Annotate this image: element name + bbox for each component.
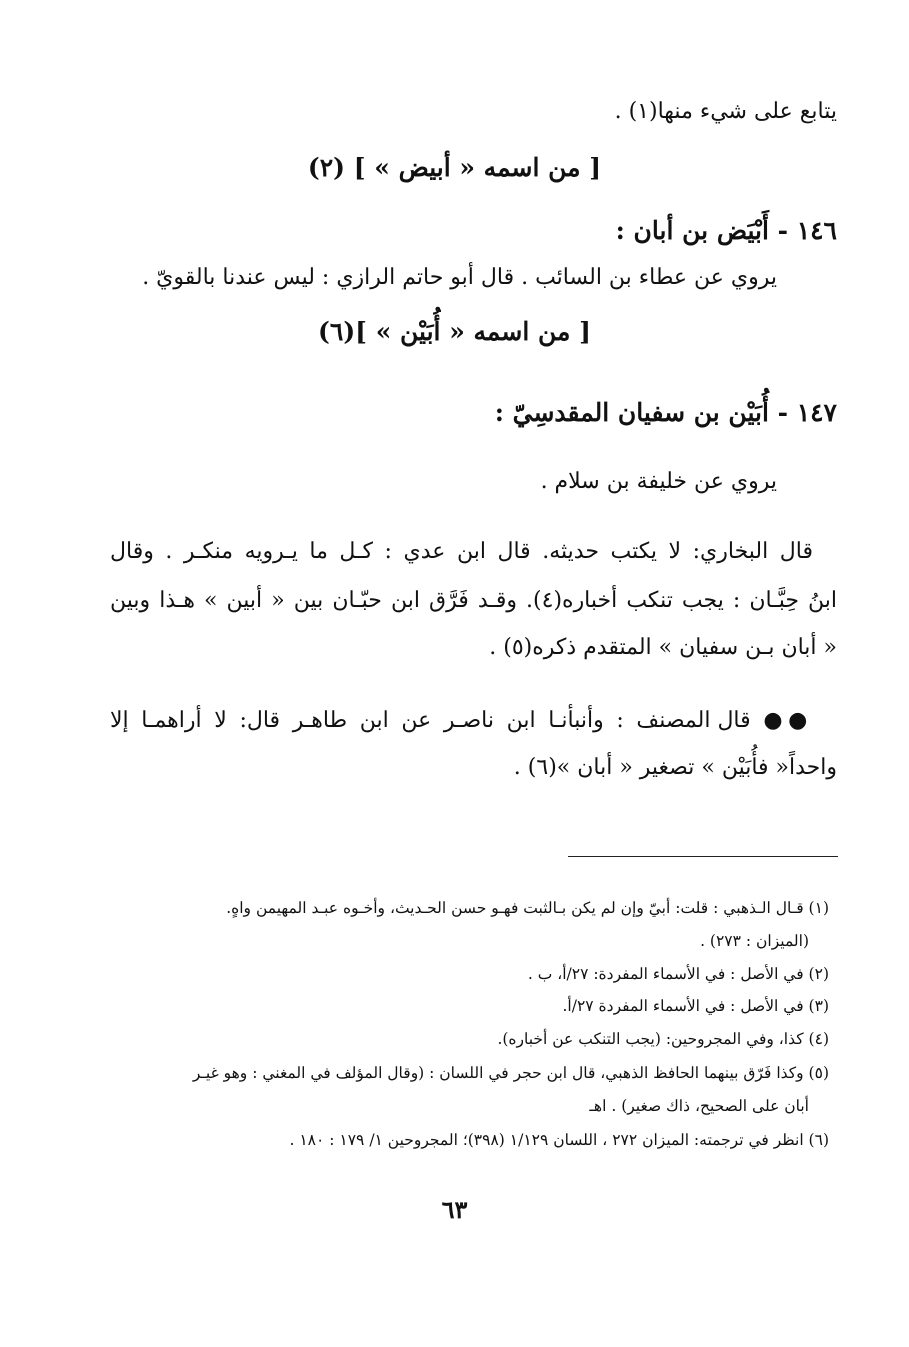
paragraph-1-line-2: ابنُ حِبَّـان : يجب تنكب أخباره(٤). وقـد فَرَّق ابن حبّـان بين « أبين » هـذا وبين: [110, 588, 838, 613]
section-heading-ayman: [ من اسمه « أُبَيْن » ](٦): [318, 317, 591, 346]
entry-146-title: ١٤٦ - أَبْيَض بن أبان :: [615, 216, 837, 245]
footnote-1: (١) قـال الـذهبي : قلت: أبيّ وإن لم يكن بـالثبت فهـو حسن الحـديث، وأخـوه عبـد المهيمن واهٍ.: [226, 899, 829, 917]
section-heading-abyad: [ من اسمه « أبيض » ] (٢): [307, 153, 602, 182]
footnote-2: (٢) في الأصل : في الأسماء المفردة: ٢٧/أ، ب .: [527, 965, 829, 983]
footnote-5: (٥) وكذا فَرّق بينهما الحافظ الذهبي، قال ابن حجر في اللسان : (وقال المؤلف في المغني : وهو غيـر: [192, 1064, 829, 1082]
footnote-1-continuation: (الميزان : ٢٧٣) .: [700, 932, 809, 950]
double-bullet-icon: ●●: [763, 707, 814, 733]
paragraph-2-line-1-text: قال المصنف : وأنبأنـا ابن ناصـر عن ابن طاهـر قال: لا أراهمـا إلا: [110, 708, 751, 733]
paragraph-2-line-2: واحداً« فأُبَيْن » تصغير « أبان »(٦) .: [513, 755, 837, 780]
footnote-5-continuation: أبان على الصحيح، ذاك صغير) . اهـ: [589, 1097, 809, 1115]
paragraph-1-line-3: « أبان بـن سفيان » المتقدم ذكره(٥) .: [489, 635, 837, 660]
intro-line: يتابع على شيء منها(١) .: [614, 99, 837, 124]
entry-147-title: ١٤٧ - أُبَيْن بن سفيان المقدسِيّ :: [494, 398, 837, 427]
page-number: ٦٣: [441, 1195, 468, 1224]
footnote-divider: [568, 856, 838, 857]
entry-146-text: يروي عن عطاء بن السائب . قال أبو حاتم الرازي : ليس عندنا بالقويّ .: [142, 265, 777, 290]
footnote-6: (٦) انظر في ترجمته: الميزان ٢٧٢ ، اللسان ١/١٢٩ (٣٩٨)؛ المجروحين ١/ ١٧٩ : ١٨٠ .: [289, 1131, 829, 1149]
paragraph-2-line-1: [110, 707, 813, 735]
entry-147-text: يروي عن خليفة بن سلام .: [540, 469, 777, 494]
footnote-3: (٣) في الأصل : في الأسماء المفردة ٢٧/أ.: [562, 997, 829, 1015]
paragraph-1-line-1: قال البخاري: لا يكتب حديثه. قال ابن عدي : كـل ما يـرويه منكـر . وقال: [110, 539, 813, 564]
footnote-4: (٤) كذا، وفي المجروحين: (يجب التنكب عن أخباره).: [497, 1030, 829, 1048]
